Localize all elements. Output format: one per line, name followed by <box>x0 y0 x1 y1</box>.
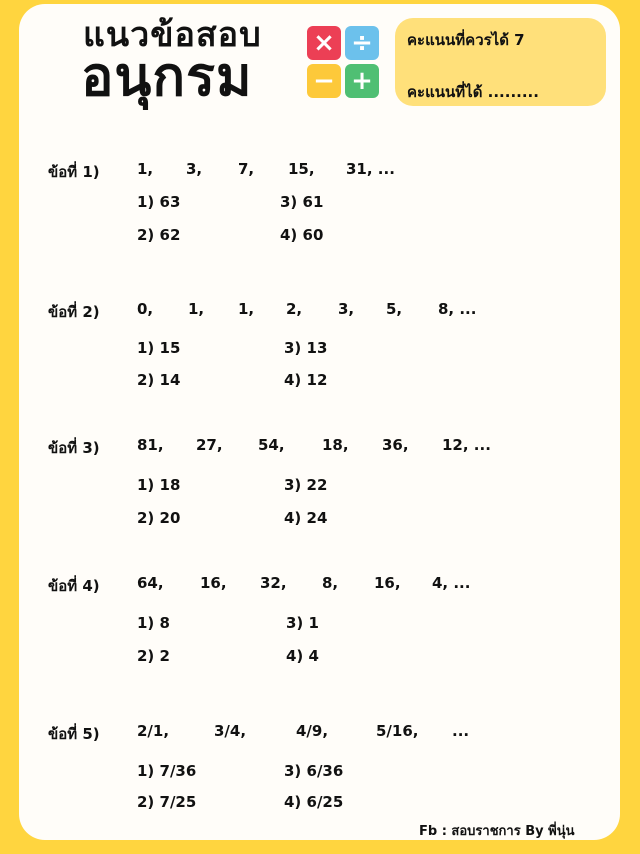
sequence-term: 36, <box>382 436 409 454</box>
sequence-term: 81, <box>137 436 164 454</box>
answer-option-2[interactable]: 2) 62 <box>137 226 181 244</box>
multiply-icon: × <box>307 26 341 60</box>
footer-credit: Fb : สอบราชการ By พี่นุ่น <box>419 824 575 839</box>
sequence-term: 1, <box>238 300 255 318</box>
divide-icon: ÷ <box>345 26 379 60</box>
sequence-term: 18, <box>322 436 349 454</box>
score-total-label: คะแนนที่ควรได้ 7 <box>407 31 525 49</box>
minus-icon: − <box>307 64 341 98</box>
sequence-term: 12, ... <box>442 436 491 454</box>
answer-option-4[interactable]: 4) 4 <box>286 647 319 665</box>
question-label: ข้อที่ 4) <box>48 577 100 595</box>
answer-option-2[interactable]: 2) 7/25 <box>137 793 197 811</box>
sequence-term: 16, <box>200 574 227 592</box>
answer-option-3[interactable]: 3) 6/36 <box>284 762 344 780</box>
sequence-term: 8, <box>322 574 339 592</box>
answer-option-1[interactable]: 1) 18 <box>137 476 181 494</box>
answer-option-2[interactable]: 2) 2 <box>137 647 170 665</box>
answer-option-4[interactable]: 4) 60 <box>280 226 324 244</box>
sequence-term: 15, <box>288 160 315 178</box>
answer-option-3[interactable]: 3) 22 <box>284 476 328 494</box>
sequence-term: 3/4, <box>214 722 247 740</box>
answer-option-2[interactable]: 2) 14 <box>137 371 181 389</box>
sequence-term: 31, ... <box>346 160 395 178</box>
worksheet-card <box>19 4 620 840</box>
score-box <box>395 18 606 106</box>
answer-option-4[interactable]: 4) 6/25 <box>284 793 344 811</box>
title-line-1: แนวข้อสอบ <box>83 15 262 55</box>
answer-option-1[interactable]: 1) 15 <box>137 339 181 357</box>
sequence-term: 1, <box>137 160 154 178</box>
sequence-term: 3, <box>186 160 203 178</box>
sequence-term: ... <box>452 722 470 740</box>
sequence-term: 7, <box>238 160 255 178</box>
answer-option-3[interactable]: 3) 1 <box>286 614 319 632</box>
sequence-term: 5/16, <box>376 722 419 740</box>
answer-option-4[interactable]: 4) 24 <box>284 509 328 527</box>
question-label: ข้อที่ 5) <box>48 725 100 743</box>
sequence-term: 4, ... <box>432 574 471 592</box>
title-line-2: อนุกรม <box>81 45 253 108</box>
sequence-term: 64, <box>137 574 164 592</box>
sequence-term: 16, <box>374 574 401 592</box>
answer-option-1[interactable]: 1) 8 <box>137 614 170 632</box>
answer-option-2[interactable]: 2) 20 <box>137 509 181 527</box>
sequence-term: 27, <box>196 436 223 454</box>
plus-icon: + <box>345 64 379 98</box>
sequence-term: 4/9, <box>296 722 329 740</box>
sequence-term: 2, <box>286 300 303 318</box>
sequence-term: 32, <box>260 574 287 592</box>
question-label: ข้อที่ 3) <box>48 439 100 457</box>
answer-option-1[interactable]: 1) 63 <box>137 193 181 211</box>
answer-option-3[interactable]: 3) 13 <box>284 339 328 357</box>
math-operators-icon <box>307 26 381 100</box>
sequence-term: 3, <box>338 300 355 318</box>
question-label: ข้อที่ 1) <box>48 163 100 181</box>
question-label: ข้อที่ 2) <box>48 303 100 321</box>
answer-option-3[interactable]: 3) 61 <box>280 193 324 211</box>
sequence-term: 54, <box>258 436 285 454</box>
answer-option-1[interactable]: 1) 7/36 <box>137 762 197 780</box>
sequence-term: 2/1, <box>137 722 170 740</box>
sequence-term: 1, <box>188 300 205 318</box>
sequence-term: 8, ... <box>438 300 477 318</box>
score-got-label: คะแนนที่ได้ ......... <box>407 83 539 101</box>
answer-option-4[interactable]: 4) 12 <box>284 371 328 389</box>
sequence-term: 5, <box>386 300 403 318</box>
sequence-term: 0, <box>137 300 154 318</box>
